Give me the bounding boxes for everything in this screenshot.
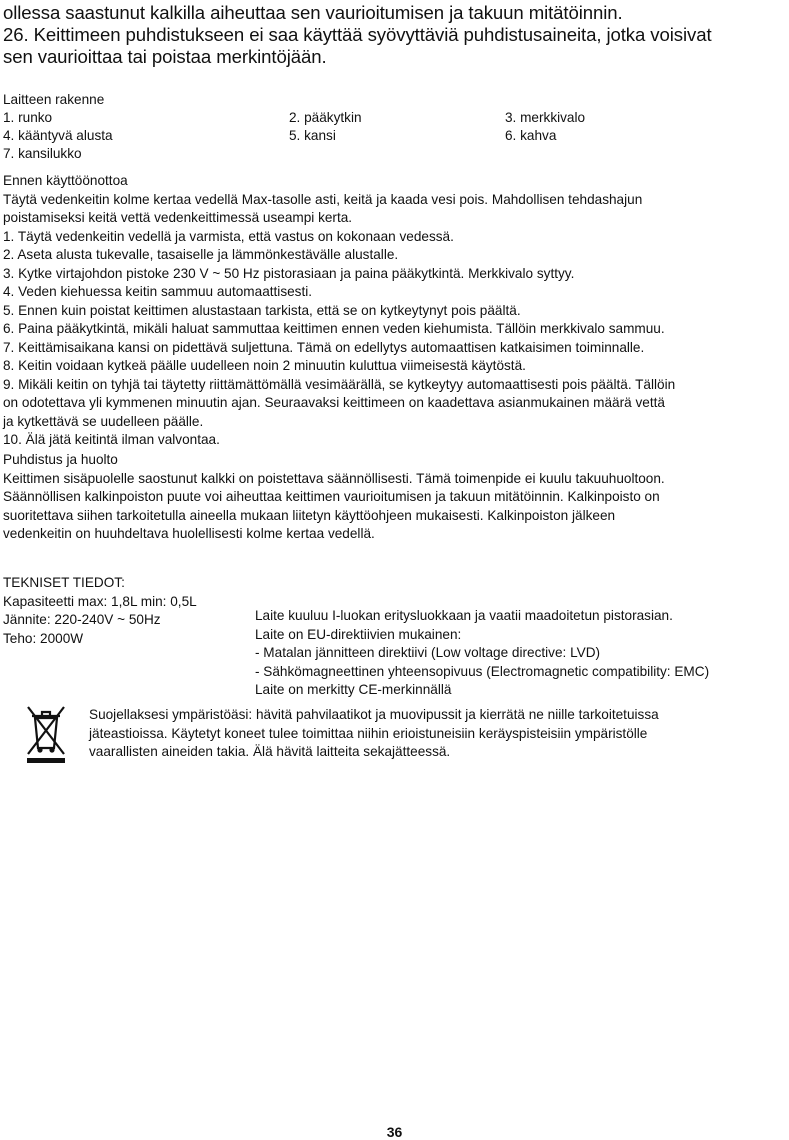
environment-line: vaarallisten aineiden takia. Älä hävitä laitteita sekajätteessä. — [89, 744, 451, 759]
spec-line: Teho: 2000W — [3, 630, 84, 646]
cleaning-line: vedenkeitin on huuhdeltava huolellisesti kolme kertaa vedellä. — [3, 526, 375, 541]
compliance-line: Laite kuuluu I-luokan eritysluokkaan ja vaatii maadoitetun pistorasian. — [255, 608, 673, 623]
first-use-line: 4. Veden kiehuessa keitin sammuu automaattisesti. — [3, 284, 313, 299]
part-item: 5. kansi — [289, 128, 336, 143]
first-use-line: 3. Kytke virtajohdon pistoke 230 V ~ 50 Hz pistorasiaan ja paina pääkytkintä. Merkkivalo syttyy. — [3, 265, 575, 281]
first-use-line: 5. Ennen kuin poistat keittimen alustastaan tarkista, että se on kytkeytynyt pois päältä. — [3, 302, 521, 318]
section-heading: Puhdistus ja huolto — [3, 452, 118, 467]
parts-section — [3, 91, 789, 165]
part-item: 1. runko — [3, 110, 53, 125]
intro-line: sen vaurioittaa tai poistaa merkintöjään. — [3, 46, 327, 67]
environment-line: jäteastioissa. Käytetyt koneet tulee toimittaa niihin erioistuneisiin keräyspisteisiin ympäristölle — [89, 725, 648, 741]
first-use-line: 9. Mikäli keitin on tyhjä tai täytetty riittämättömällä vesimäärällä, se kytkeytyy automaattisesti pois päältä. Tällöin — [3, 376, 676, 392]
first-use-line: 2. Aseta alusta tukevalle, tasaiselle ja lämmönkestävälle alustalle. — [3, 247, 399, 262]
section-heading: Ennen käyttöönottoa — [3, 173, 128, 188]
intro-line: ollessa saastunut kalkilla aiheuttaa sen vaurioitumisen ja takuun mitätöinnin. — [3, 2, 623, 23]
first-use-line: 6. Paina pääkytkintä, mikäli haluat sammuttaa keittimen ennen veden kiehumista. Tällöin merkkivalo sammuu. — [3, 321, 665, 336]
environment-section — [89, 706, 659, 762]
compliance-line: Laite on merkitty CE-merkinnällä — [255, 682, 452, 697]
first-use-line: 1. Täytä vedenkeitin vedellä ja varmista, että vastus on kokonaan vedessä. — [3, 228, 454, 244]
part-item: 2. pääkytkin — [289, 110, 362, 125]
spec-line: Kapasiteetti max: 1,8L min: 0,5L — [3, 593, 197, 609]
part-item: 7. kansilukko — [3, 146, 82, 161]
first-use-section — [3, 172, 675, 450]
compliance-line: Laite on EU-direktiivien mukainen: — [255, 626, 462, 642]
part-item: 6. kahva — [505, 128, 557, 143]
cleaning-line: suoritettava siihen tarkoitetulla aineella mukaan liitetyn käyttöohjeen mukaisesti. Kalkinpoiston jälkeen — [3, 507, 616, 523]
parts-heading: Laitteen rakenne — [3, 92, 105, 107]
weee-crossed-bin-icon — [23, 702, 69, 764]
cleaning-section — [3, 451, 665, 544]
first-use-line: on odotettava yli kymmenen minuutin ajan. Seuraavaksi keittimeen on kaadettava asianmukainen määrä vettä — [3, 395, 665, 410]
first-use-line: 7. Keittämisaikana kansi on pidettävä suljettuna. Tämä on edellytys automaattisen katkaisimen toiminnalle. — [3, 339, 645, 355]
page-number: 36 — [386, 1124, 403, 1140]
compliance-line: - Matalan jännitteen direktiivi (Low voltage directive: LVD) — [255, 645, 601, 660]
part-item: 4. kääntyvä alusta — [3, 128, 113, 143]
specs-heading: TEKNISET TIEDOT: — [3, 575, 125, 590]
compliance-line: - Sähkömagneettinen yhteensopivuus (Electromagnetic compatibility: EMC) — [255, 663, 710, 679]
part-item: 3. merkkivalo — [505, 110, 586, 125]
first-use-line: 10. Älä jätä keitintä ilman valvontaa. — [3, 432, 220, 447]
specs-section — [3, 574, 197, 648]
environment-line: Suojellaksesi ympäristöäsi: hävitä pahvilaatikot ja muovipussit ja kierrätä ne niille tarkoitetuissa — [89, 707, 659, 722]
cleaning-line: Säännöllisen kalkinpoiston puute voi aiheuttaa keittimen vaurioitumisen ja takuun mitätöinnin. Kalkinpoisto on — [3, 489, 660, 504]
cleaning-line: Keittimen sisäpuolelle saostunut kalkki on poistettava säännöllisesti. Tämä toimenpide ei kuulu takuuhuoltoon. — [3, 470, 665, 486]
first-use-line: poistamiseksi keitä vettä vedenkeittimessä useampi kerta. — [3, 210, 353, 225]
spec-line: Jännite: 220-240V ~ 50Hz — [3, 612, 161, 627]
intro-line: 26. Keittimeen puhdistukseen ei saa käyttää syövyttäviä puhdistusaineita, jotka voisivat — [3, 24, 712, 45]
compliance-section — [255, 607, 709, 700]
first-use-line: Täytä vedenkeitin kolme kertaa vedellä Max-tasolle asti, keitä ja kaada vesi pois. Mahdollisen tehdashajun — [3, 191, 643, 207]
intro-text — [3, 2, 712, 68]
first-use-line: ja kytkettävä se uudelleen päälle. — [3, 413, 204, 429]
first-use-line: 8. Keitin voidaan kytkeä päälle uudelleen noin 2 minuutin kuluttua viimeisestä käytöstä. — [3, 358, 526, 373]
